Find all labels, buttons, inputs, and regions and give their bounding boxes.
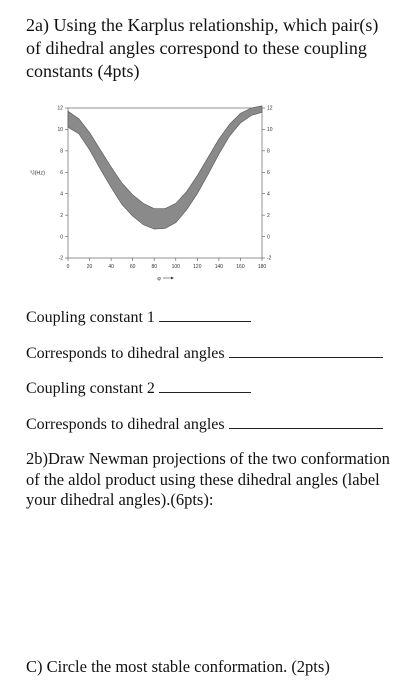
dihedral-angles-1-blank[interactable] — [229, 356, 383, 358]
coupling-constant-2-label: Coupling constant 2 — [26, 380, 155, 397]
x-tick-label: 20 — [86, 264, 93, 270]
coupling-constant-2-row — [26, 380, 251, 398]
karplus-chart — [22, 90, 284, 295]
x-tick-label: 80 — [151, 264, 158, 270]
x-tick-label: 140 — [214, 264, 224, 270]
coupling-constant-1-blank[interactable] — [159, 320, 251, 322]
x-tick-label: 40 — [108, 264, 114, 270]
y-right-tick-label: 6 — [267, 169, 270, 176]
coupling-constant-1-label: Coupling constant 1 — [26, 309, 155, 326]
y-left-tick-label: -2 — [58, 255, 63, 262]
x-axis-arrow-head-icon — [171, 277, 174, 280]
y-right-tick-label: 0 — [267, 234, 270, 241]
coupling-constant-1-row — [26, 309, 251, 327]
y-left-tick-label: 12 — [57, 105, 63, 112]
x-tick-label: 100 — [171, 264, 180, 270]
dihedral-angles-2-blank[interactable] — [229, 427, 383, 429]
dihedral-angles-2-label: Corresponds to dihedral angles — [26, 416, 225, 433]
y-left-tick-label: 10 — [57, 127, 63, 134]
dihedral-angles-1-label: Corresponds to dihedral angles — [26, 345, 225, 362]
question-2b: 2b)Draw Newman projections of the two conformation of the aldol product using these dihedral angles (label your dihedral angles).(6pts): — [26, 449, 390, 509]
y-left-tick-label: 6 — [60, 169, 63, 176]
y-right-tick-label: 12 — [267, 105, 273, 112]
question-c: C) Circle the most stable conformation. (2pts) — [26, 657, 330, 676]
x-tick-label: 160 — [236, 264, 245, 270]
question-2a: 2a) Using the Karplus relationship, which pair(s) of dihedral angles correspond to these coupling constants (4pts) — [26, 15, 379, 81]
y-right-tick-label: 8 — [267, 148, 270, 155]
y-axis-title: ³J(Hz) — [30, 170, 45, 177]
dihedral-angles-1-row — [26, 345, 383, 363]
x-axis-title: φ — [157, 276, 161, 282]
y-right-tick-label: 4 — [267, 191, 270, 198]
y-right-tick-label: 10 — [267, 127, 273, 134]
y-left-tick-label: 8 — [60, 148, 63, 155]
coupling-constant-2-blank[interactable] — [159, 391, 251, 393]
x-tick-label: 0 — [66, 264, 70, 270]
y-right-tick-label: 2 — [267, 212, 270, 219]
y-left-tick-label: 4 — [60, 191, 63, 198]
x-tick-label: 180 — [257, 264, 267, 270]
dihedral-angles-2-row — [26, 416, 383, 434]
x-tick-label: 60 — [129, 264, 136, 270]
x-tick-label: 120 — [193, 264, 202, 270]
y-right-tick-label: -2 — [267, 255, 272, 262]
y-left-tick-label: 2 — [60, 212, 63, 219]
karplus-band — [68, 106, 262, 229]
y-left-tick-label: 0 — [60, 234, 63, 241]
